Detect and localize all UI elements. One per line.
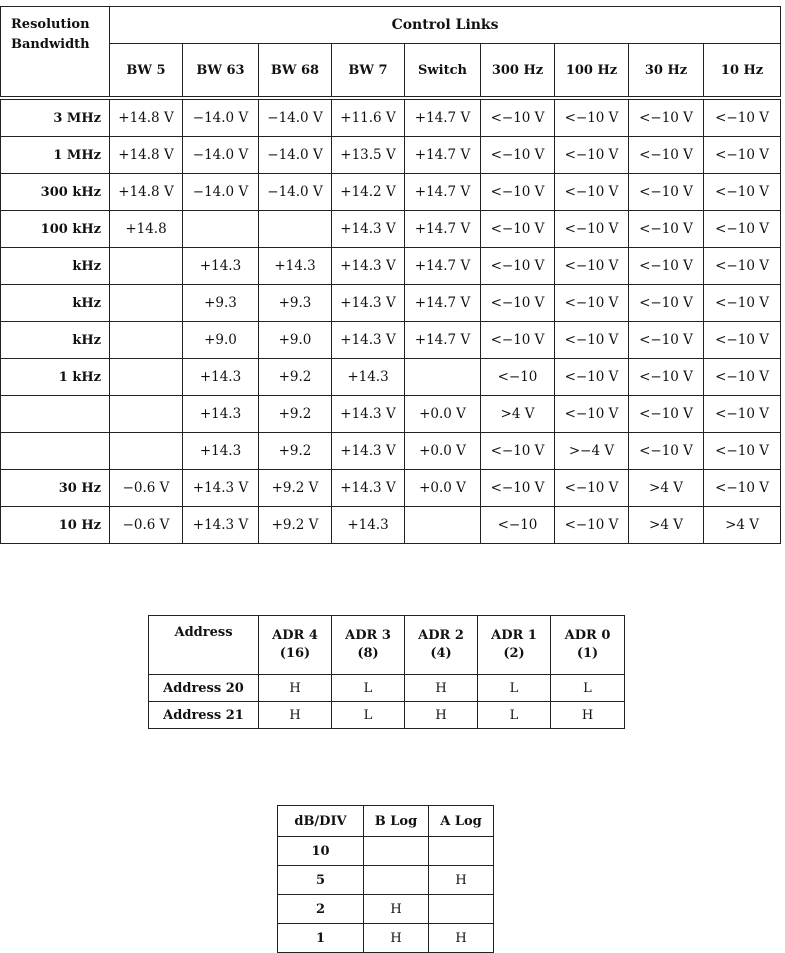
table-cell: +14.3 V [332, 470, 405, 507]
table-cell: H [405, 675, 478, 702]
table-cell: −14.0 V [183, 100, 259, 137]
row-label [1, 433, 110, 470]
row-label: 3 MHz [1, 100, 110, 137]
table-cell: +9.3 [183, 285, 259, 322]
column-header: BW 63 [183, 44, 259, 97]
table-cell: <−10 V [555, 285, 629, 322]
table-cell: +14.3 [183, 359, 259, 396]
table-cell: H [259, 702, 332, 729]
table-cell: +9.2 [259, 396, 332, 433]
row-label: kHz [1, 248, 110, 285]
table-cell: +14.3 V [332, 285, 405, 322]
table-cell: >−4 V [555, 433, 629, 470]
adr-column-header [551, 616, 625, 675]
adr-weight: (4) [430, 646, 452, 661]
table-row [1, 433, 781, 470]
table-cell [110, 285, 183, 322]
table-cell: <−10 V [481, 322, 555, 359]
table-cell: <−10 [481, 359, 555, 396]
address-table [148, 615, 625, 729]
row-label [1, 396, 110, 433]
table-row [1, 359, 781, 396]
table-cell: +14.3 V [332, 248, 405, 285]
table-cell: L [478, 675, 551, 702]
table-row [1, 248, 781, 285]
adr-column-header [478, 616, 551, 675]
row-label: 10 [278, 837, 364, 866]
resolution-bandwidth-header: Resolution Bandwidth [1, 7, 110, 97]
table-cell: <−10 V [555, 359, 629, 396]
table-cell: +14.3 V [183, 507, 259, 544]
adr-weight: (8) [357, 646, 379, 661]
table-cell [183, 211, 259, 248]
table-cell: <−10 V [481, 100, 555, 137]
table-cell: <−10 V [629, 396, 704, 433]
adr-column-header [405, 616, 478, 675]
table-cell [405, 507, 481, 544]
table-cell: +14.3 [183, 433, 259, 470]
table-cell: +14.3 [259, 248, 332, 285]
table-row [1, 100, 781, 137]
column-header: A Log [429, 806, 494, 837]
table-cell: <−10 V [704, 470, 781, 507]
row-label: kHz [1, 322, 110, 359]
adr-column-header [332, 616, 405, 675]
table-cell [364, 866, 429, 895]
table-row [1, 285, 781, 322]
table-cell [110, 322, 183, 359]
table-cell: +14.3 V [332, 322, 405, 359]
table-cell: <−10 V [629, 137, 704, 174]
table-cell: +14.3 [183, 248, 259, 285]
table-cell [429, 895, 494, 924]
table-cell: +0.0 V [405, 396, 481, 433]
table-cell: H [429, 924, 494, 953]
table-cell: H [551, 702, 625, 729]
table-cell: −0.6 V [110, 507, 183, 544]
table-cell: L [332, 702, 405, 729]
table-row [278, 837, 494, 866]
table-cell: +14.7 V [405, 211, 481, 248]
table-cell: +14.8 [110, 211, 183, 248]
table-cell: <−10 V [704, 285, 781, 322]
row-label: 300 kHz [1, 174, 110, 211]
table-cell: <−10 V [555, 507, 629, 544]
table-cell: <−10 V [629, 285, 704, 322]
table-row [1, 470, 781, 507]
column-header: 300 Hz [481, 44, 555, 97]
table-cell: >4 V [704, 507, 781, 544]
column-header: BW 68 [259, 44, 332, 97]
table-cell: <−10 V [555, 470, 629, 507]
table-cell: <−10 V [704, 137, 781, 174]
table-row [278, 924, 494, 953]
table-cell: +14.3 [332, 359, 405, 396]
table-cell [110, 248, 183, 285]
adr-weight: (16) [279, 646, 311, 661]
table-row [1, 174, 781, 211]
table-cell: +14.7 V [405, 137, 481, 174]
table-cell: <−10 V [555, 248, 629, 285]
row-label: 100 kHz [1, 211, 110, 248]
table-cell: +14.3 [332, 507, 405, 544]
table-cell: +14.3 [183, 396, 259, 433]
table-cell: <−10 V [704, 396, 781, 433]
table-cell: <−10 V [481, 248, 555, 285]
adr-column-header [259, 616, 332, 675]
table-cell: <−10 V [555, 211, 629, 248]
table-cell: +14.3 V [332, 211, 405, 248]
control-links-table [0, 6, 781, 544]
table-cell: +14.7 V [405, 322, 481, 359]
table-cell: +14.7 V [405, 285, 481, 322]
table-cell: +14.3 V [183, 470, 259, 507]
table-cell: <−10 V [481, 470, 555, 507]
table-cell: −14.0 V [183, 174, 259, 211]
table-cell: +14.2 V [332, 174, 405, 211]
row-label: 1 MHz [1, 137, 110, 174]
control-links-header: Control Links [110, 7, 781, 44]
table-cell: +14.7 V [405, 100, 481, 137]
table-cell: <−10 V [555, 322, 629, 359]
table-cell [429, 837, 494, 866]
adr-name: ADR 3 [345, 628, 391, 643]
table-cell: <−10 V [481, 137, 555, 174]
table-cell: <−10 V [704, 174, 781, 211]
row-label: Address 20 [149, 675, 259, 702]
table-cell: −14.0 V [259, 174, 332, 211]
table-row [1, 322, 781, 359]
table-cell: +14.8 V [110, 100, 183, 137]
table-cell: +14.7 V [405, 174, 481, 211]
table-cell [110, 396, 183, 433]
table-cell: +14.8 V [110, 174, 183, 211]
table-cell: <−10 V [555, 396, 629, 433]
table-cell: <−10 V [481, 211, 555, 248]
table-cell: L [551, 675, 625, 702]
column-header: BW 5 [110, 44, 183, 97]
table-cell: +11.6 V [332, 100, 405, 137]
table-cell: <−10 V [481, 285, 555, 322]
column-header: Switch [405, 44, 481, 97]
table-cell: <−10 V [704, 100, 781, 137]
row-label: 1 [278, 924, 364, 953]
table-cell: +14.3 V [332, 396, 405, 433]
table-cell [259, 211, 332, 248]
table-cell: H [364, 895, 429, 924]
table-cell: L [332, 675, 405, 702]
table-row [278, 866, 494, 895]
table-row [149, 675, 625, 702]
table-cell: −14.0 V [259, 100, 332, 137]
table-cell: +9.3 [259, 285, 332, 322]
table-cell: H [405, 702, 478, 729]
table-row [1, 396, 781, 433]
column-header: dB/DIV [278, 806, 364, 837]
table-cell: +0.0 V [405, 433, 481, 470]
table-cell: <−10 V [629, 322, 704, 359]
column-header: 100 Hz [555, 44, 629, 97]
table-cell: +9.0 [183, 322, 259, 359]
table-cell: H [259, 675, 332, 702]
table-cell: +9.2 V [259, 507, 332, 544]
table-cell: <−10 V [629, 100, 704, 137]
column-header: B Log [364, 806, 429, 837]
row-label: 2 [278, 895, 364, 924]
table-cell: <−10 V [629, 248, 704, 285]
table-row [1, 137, 781, 174]
table-cell: +9.2 [259, 359, 332, 396]
table-cell: >4 V [481, 396, 555, 433]
table-cell [405, 359, 481, 396]
table-cell: <−10 V [555, 174, 629, 211]
table-cell: <−10 V [704, 211, 781, 248]
log-table [277, 805, 494, 953]
table-cell: +9.2 V [259, 470, 332, 507]
table-cell: L [478, 702, 551, 729]
table-cell: <−10 V [555, 100, 629, 137]
column-header: BW 7 [332, 44, 405, 97]
table-row [278, 895, 494, 924]
table-cell: <−10 [481, 507, 555, 544]
table-cell: <−10 V [704, 248, 781, 285]
table-cell: +9.0 [259, 322, 332, 359]
row-label: 5 [278, 866, 364, 895]
table-cell: H [429, 866, 494, 895]
row-label: 10 Hz [1, 507, 110, 544]
table-cell: +9.2 [259, 433, 332, 470]
table-cell: +14.7 V [405, 248, 481, 285]
table-cell: <−10 V [481, 174, 555, 211]
table-cell: −0.6 V [110, 470, 183, 507]
table-row [149, 702, 625, 729]
table-cell: <−10 V [704, 359, 781, 396]
table-cell: <−10 V [629, 359, 704, 396]
table-cell [110, 359, 183, 396]
table-cell: −14.0 V [183, 137, 259, 174]
table-cell: <−10 V [629, 433, 704, 470]
table-cell: <−10 V [629, 174, 704, 211]
adr-name: ADR 1 [491, 628, 537, 643]
table-cell [364, 837, 429, 866]
address-header: Address [149, 616, 259, 675]
table-cell: <−10 V [481, 433, 555, 470]
table-cell: <−10 V [555, 137, 629, 174]
table-cell: H [364, 924, 429, 953]
table-cell: +14.3 V [332, 433, 405, 470]
table-cell: <−10 V [704, 322, 781, 359]
table-cell [110, 433, 183, 470]
table-row [1, 211, 781, 248]
table-cell: >4 V [629, 507, 704, 544]
column-header: 10 Hz [704, 44, 781, 97]
adr-name: ADR 2 [418, 628, 464, 643]
table-cell: >4 V [629, 470, 704, 507]
adr-name: ADR 4 [272, 628, 318, 643]
row-label: 1 kHz [1, 359, 110, 396]
row-label: Address 21 [149, 702, 259, 729]
adr-weight: (2) [503, 646, 525, 661]
table-cell: −14.0 V [259, 137, 332, 174]
row-label: kHz [1, 285, 110, 322]
row-label: 30 Hz [1, 470, 110, 507]
table-cell: <−10 V [704, 433, 781, 470]
table-cell: +0.0 V [405, 470, 481, 507]
column-header: 30 Hz [629, 44, 704, 97]
table-row [1, 507, 781, 544]
adr-name: ADR 0 [564, 628, 611, 643]
table-cell: <−10 V [629, 211, 704, 248]
table-cell: +13.5 V [332, 137, 405, 174]
adr-weight: (1) [576, 646, 599, 661]
table-cell: +14.8 V [110, 137, 183, 174]
